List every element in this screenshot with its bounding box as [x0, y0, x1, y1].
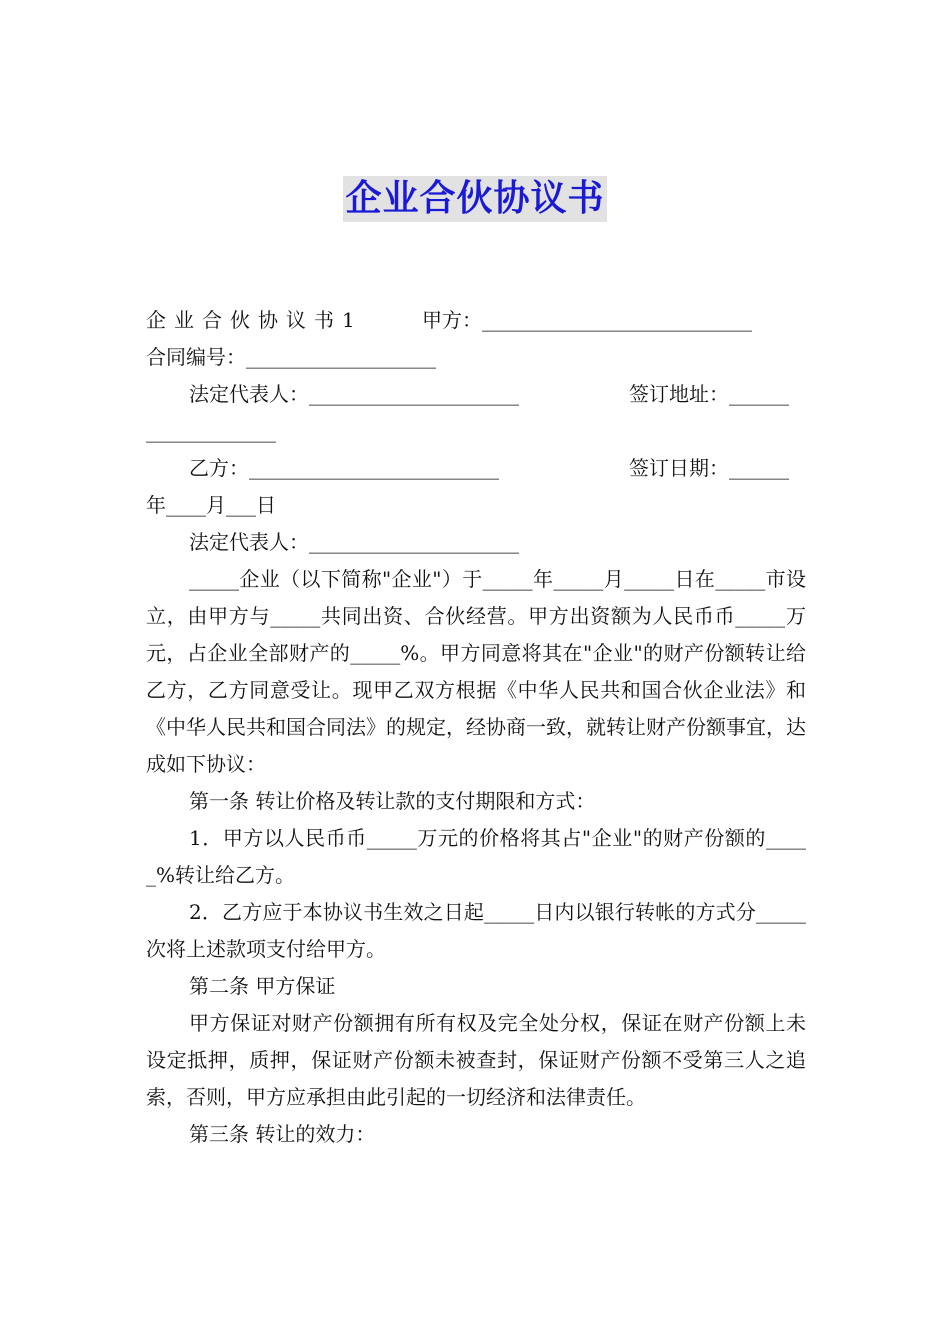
sign-place: 签订地址：______ [629, 382, 789, 406]
sign-place-cont: _____________ [146, 419, 276, 443]
party-b: 乙方：_________________________ [189, 456, 499, 480]
header-line [146, 302, 806, 339]
article-1-item-1: 1．甲方以人民币币_____万元的价格将其占"企业"的财产份额的_____%转让给乙方。 [146, 826, 806, 887]
sign-date-cont-line [146, 487, 806, 524]
article-2-body: 甲方保证对财产份额拥有所有权及完全处分权，保证在财产份额上未设定抵押，质押，保证财产份额未被查封，保证财产份额不受第三人之追索，否则，甲方应承担由此引起的一切经济和法律责任。 [146, 1011, 806, 1109]
article-1-item-2: 2．乙方应于本协议书生效之日起_____日内以银行转帐的方式分_____次将上述款项支付给甲方。 [146, 900, 806, 961]
document-title: 企业合伙协议书 [343, 176, 606, 222]
legal-rep-a: 法定代表人：_____________________ [189, 382, 519, 406]
paragraph-intro: _____企业（以下简称"企业"）于_____年_____月_____日在_____市设立，由甲方与_____共同出资、合伙经营。甲方出资额为人民币币_____万元，占企业全部财产的_____%。甲方同意将其在"企业"的财产份额转让给乙方，乙方同意受让。现甲乙双方根据《中华人民共和国合伙企业法》和《中华人民共和国合同法》的规定，经协商一致，就转让财产份额事宜，达成如下协议： [146, 567, 806, 776]
header-left: 企业合伙协议书1 [146, 308, 363, 332]
sign-date-cont: 年____月___日 [146, 493, 276, 517]
legal-rep-a-line [146, 376, 806, 413]
legal-rep-b: 法定代表人：_____________________ [189, 530, 519, 554]
party-a-field: 甲方：___________________________ [422, 308, 752, 332]
sign-place-cont-line [146, 413, 806, 450]
legal-rep-b-line [146, 524, 806, 561]
article-1-heading: 第一条 转让价格及转让款的支付期限和方式： [189, 789, 596, 813]
sign-date: 签订日期：______ [629, 456, 789, 480]
contract-no-line [146, 339, 806, 376]
article-2-heading: 第二条 甲方保证 [189, 974, 336, 998]
article-3-heading: 第三条 转让的效力： [189, 1122, 376, 1146]
document-body [146, 302, 806, 1153]
title-wrap [0, 176, 950, 222]
party-b-line [146, 450, 806, 487]
contract-no: 合同编号：___________________ [146, 345, 436, 369]
